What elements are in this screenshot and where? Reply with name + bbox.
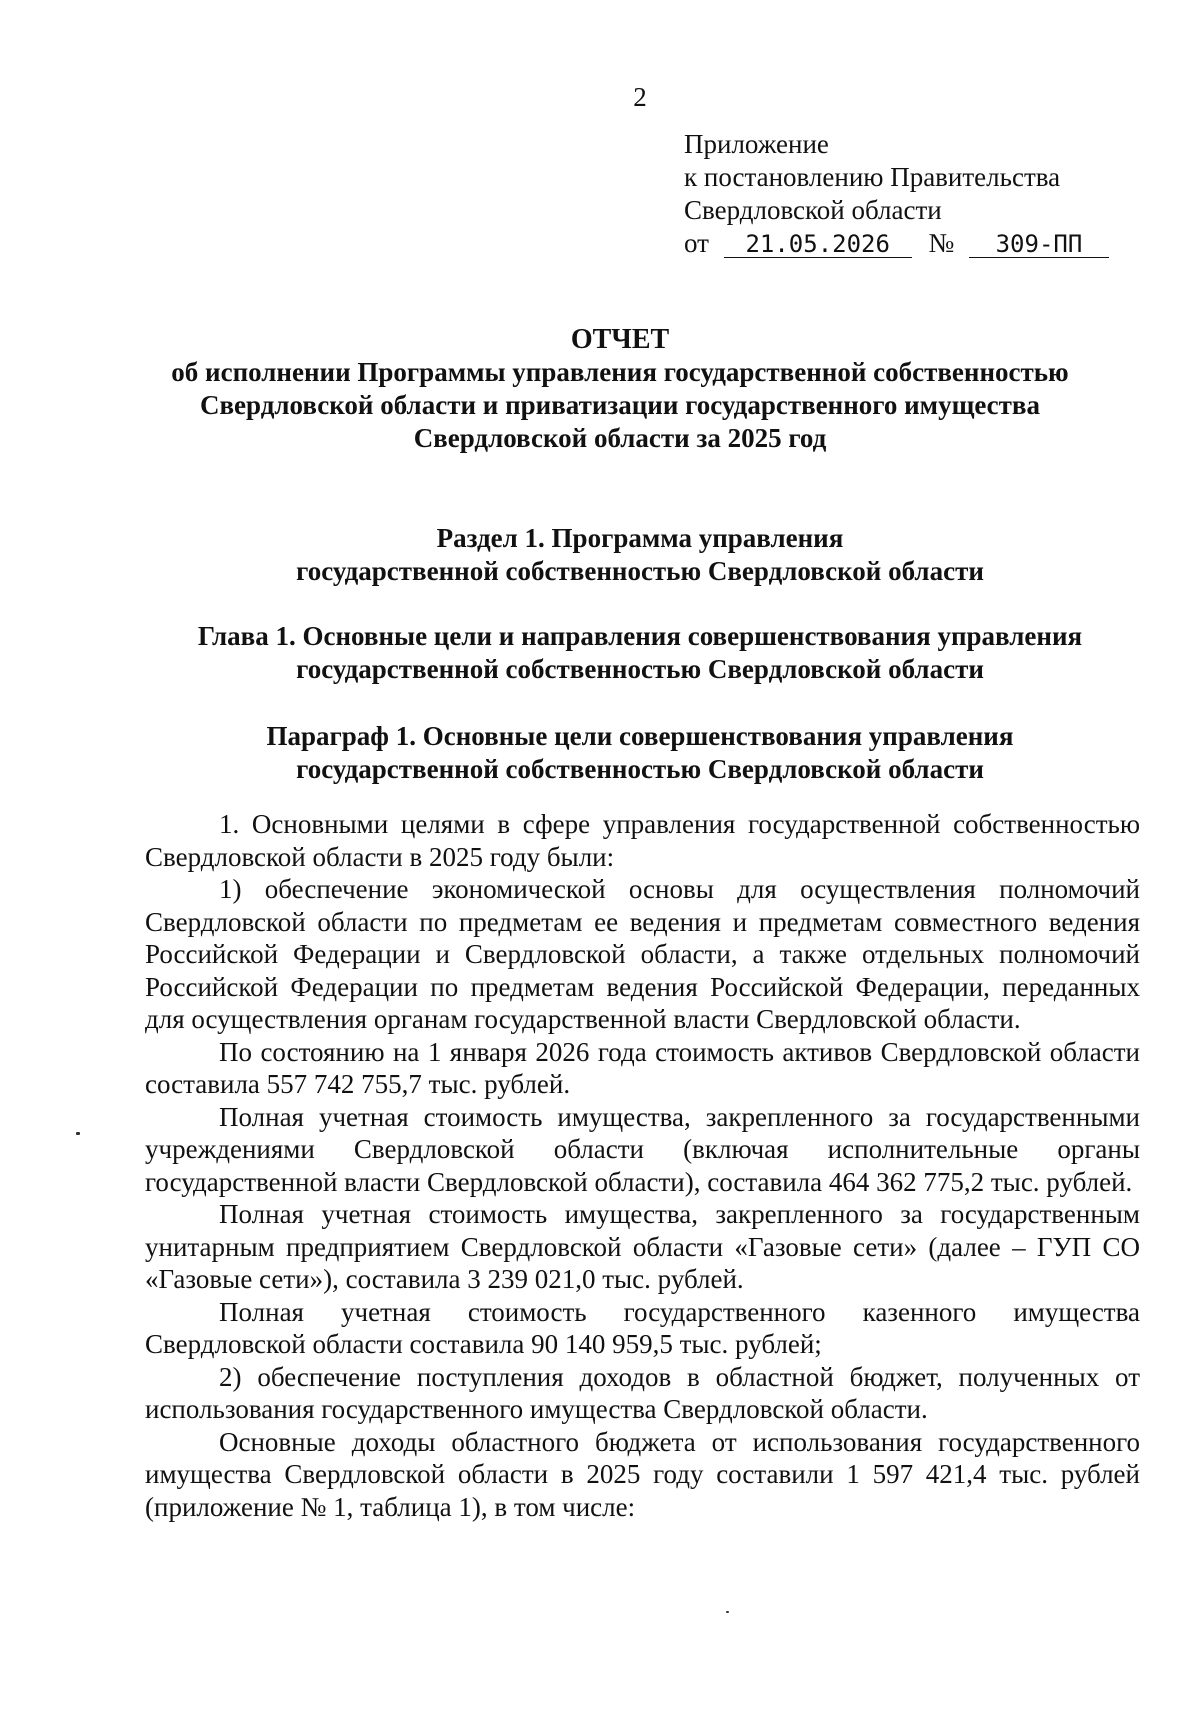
appendix-line-2: к постановлению Правительства [684,162,1061,192]
section-heading-line-2: государственной собственностью Свердловской области [296,556,984,586]
report-title-line-2: Свердловской области и приватизации государственного имущества [199,390,1041,420]
scan-artifact-dot [726,1611,729,1613]
scan-artifact-dot [76,1132,80,1135]
from-label: от [684,228,709,258]
paragraph-heading [140,720,1140,786]
body-paragraph: Полная учетная стоимость имущества, закрепленного за государственными учреждениями Свердловской области (включая исполнительные органы государственной власти Свердловской области), составила 464 362 775,2 тыс. рублей. [145,1101,1140,1197]
section-heading [140,522,1140,588]
body-paragraph: По состоянию на 1 января 2026 года стоимость активов Свердловской области составила 557 742 755,7 тыс. рублей. [145,1036,1140,1099]
body-paragraph: Основные доходы областного бюджета от использования государственного имущества Свердловской области в 2025 году составили 1 597 421,4 тыс. рублей (приложение № 1, таблица 1), в том числе: [145,1426,1140,1522]
body-paragraph: Полная учетная стоимость государственного казенного имущества Свердловской области составила 90 140 959,5 тыс. рублей; [145,1296,1140,1359]
body-paragraph: 1. Основными целями в сфере управления государственной собственностью Свердловской области в 2025 году были: [145,809,1140,872]
report-title-line-3: Свердловской области за 2025 год [413,423,827,453]
number-label: № [928,228,955,258]
body-paragraph: 1) обеспечение экономической основы для осуществления полномочий Свердловской области по предметам ее ведения и предметам совместного ведения Российской Федерации и Свердловской области, а также отдельных полномочий Российской Федерации по предметам ведения Российской Федерации, переданных для осуществления органам государственной власти Свердловской области. [145,874,1140,1034]
paragraph-heading-line-1: Параграф 1. Основные цели совершенствования управления [266,721,1014,751]
resolution-date: 21.05.2026 [724,231,912,258]
chapter-heading-line-1: Глава 1. Основные цели и направления совершенствования управления [197,621,1083,651]
chapter-heading [140,620,1140,686]
report-title [140,323,1100,455]
page-number: 2 [633,82,647,112]
report-heading: ОТЧЕТ [570,324,670,355]
chapter-heading-line-2: государственной собственностью Свердловской области [296,654,984,684]
appendix-line-1: Приложение [684,129,829,159]
body-text [145,808,1140,1523]
appendix-date-line [684,227,1109,260]
body-paragraph: Полная учетная стоимость имущества, закрепленного за государственным унитарным предприятием Свердловской области «Газовые сети» (далее – ГУП СО «Газовые сети»), составила 3 239 021,0 тыс. рублей. [145,1199,1140,1294]
body-paragraph: 2) обеспечение поступления доходов в областной бюджет, полученных от использования государственного имущества Свердловской области. [145,1361,1140,1424]
report-title-line-1: об исполнении Программы управления государственной собственностью [171,357,1069,387]
resolution-number: 309-ПП [969,231,1109,258]
paragraph-heading-line-2: государственной собственностью Свердловской области [296,754,984,784]
appendix-block [684,128,1109,260]
appendix-line-3: Свердловской области [684,195,942,225]
section-heading-line-1: Раздел 1. Программа управления [436,523,844,553]
